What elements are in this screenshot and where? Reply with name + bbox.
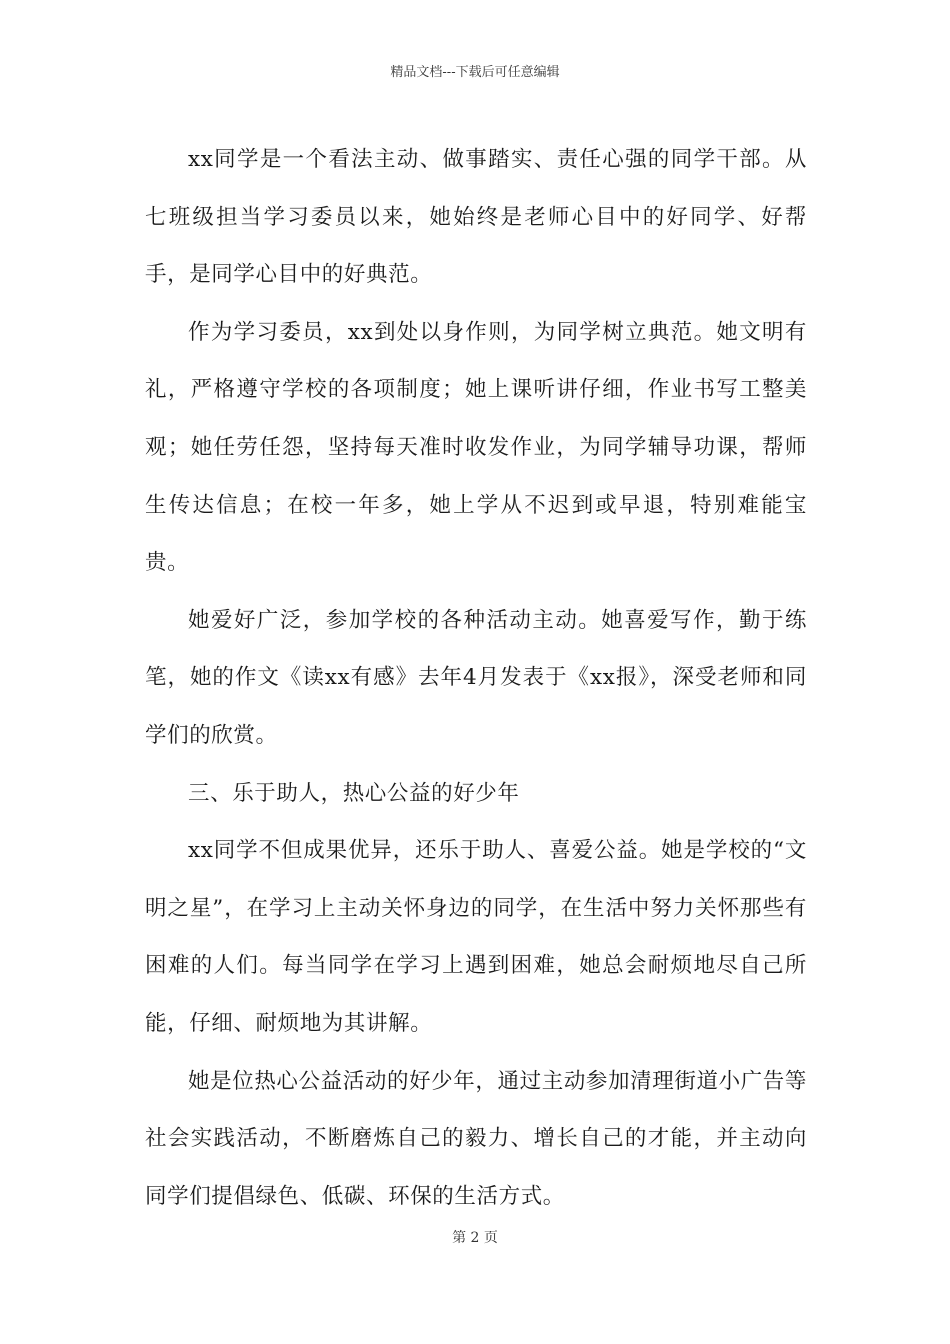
page-number: 第 2 页	[452, 1230, 498, 1246]
document-body	[145, 131, 807, 1225]
paragraph-intro: xx同学是一个看法主动、做事踏实、责任心强的同学干部。从七班级担当学习委员以来，她始终是老师心目中的好同学、好帮手，是同学心目中的好典范。	[145, 147, 807, 288]
paragraph-hobbies: 她爱好广泛，参加学校的各种活动主动。她喜爱写作，勤于练笔，她的作文《读xx有感》去年4月发表于《xx报》，深受老师和同学们的欣赏。	[145, 607, 807, 748]
paragraph-public-welfare: 她是位热心公益活动的好少年，通过主动参加清理街道小广告等社会实践活动，不断磨炼自己的毅力、增长自己的才能，并主动向同学们提倡绿色、低碳、环保的生活方式。	[145, 1068, 807, 1209]
paragraph-study-committee: 作为学习委员，xx到处以身作则，为同学树立典范。她文明有礼，严格遵守学校的各项制度；她上课听讲仔细，作业书写工整美观；她任劳任怨，坚持每天准时收发作业，为同学辅导功课，帮师生传达信息；在校一年多，她上学从不迟到或早退，特别难能宝贵。	[145, 319, 807, 576]
page-header: 精品文档---下载后可任意编辑	[390, 65, 560, 80]
section-heading-3: 三、乐于助人，热心公益的好少年	[188, 780, 520, 806]
paragraph-helping-others: xx同学不但成果优异，还乐于助人、喜爱公益。她是学校的“文明之星”，在学习上主动关怀身边的同学，在生活中努力关怀那些有困难的人们。每当同学在学习上遇到困难，她总会耐烦地尽自己所能，仔细、耐烦地为其讲解。	[145, 838, 807, 1036]
